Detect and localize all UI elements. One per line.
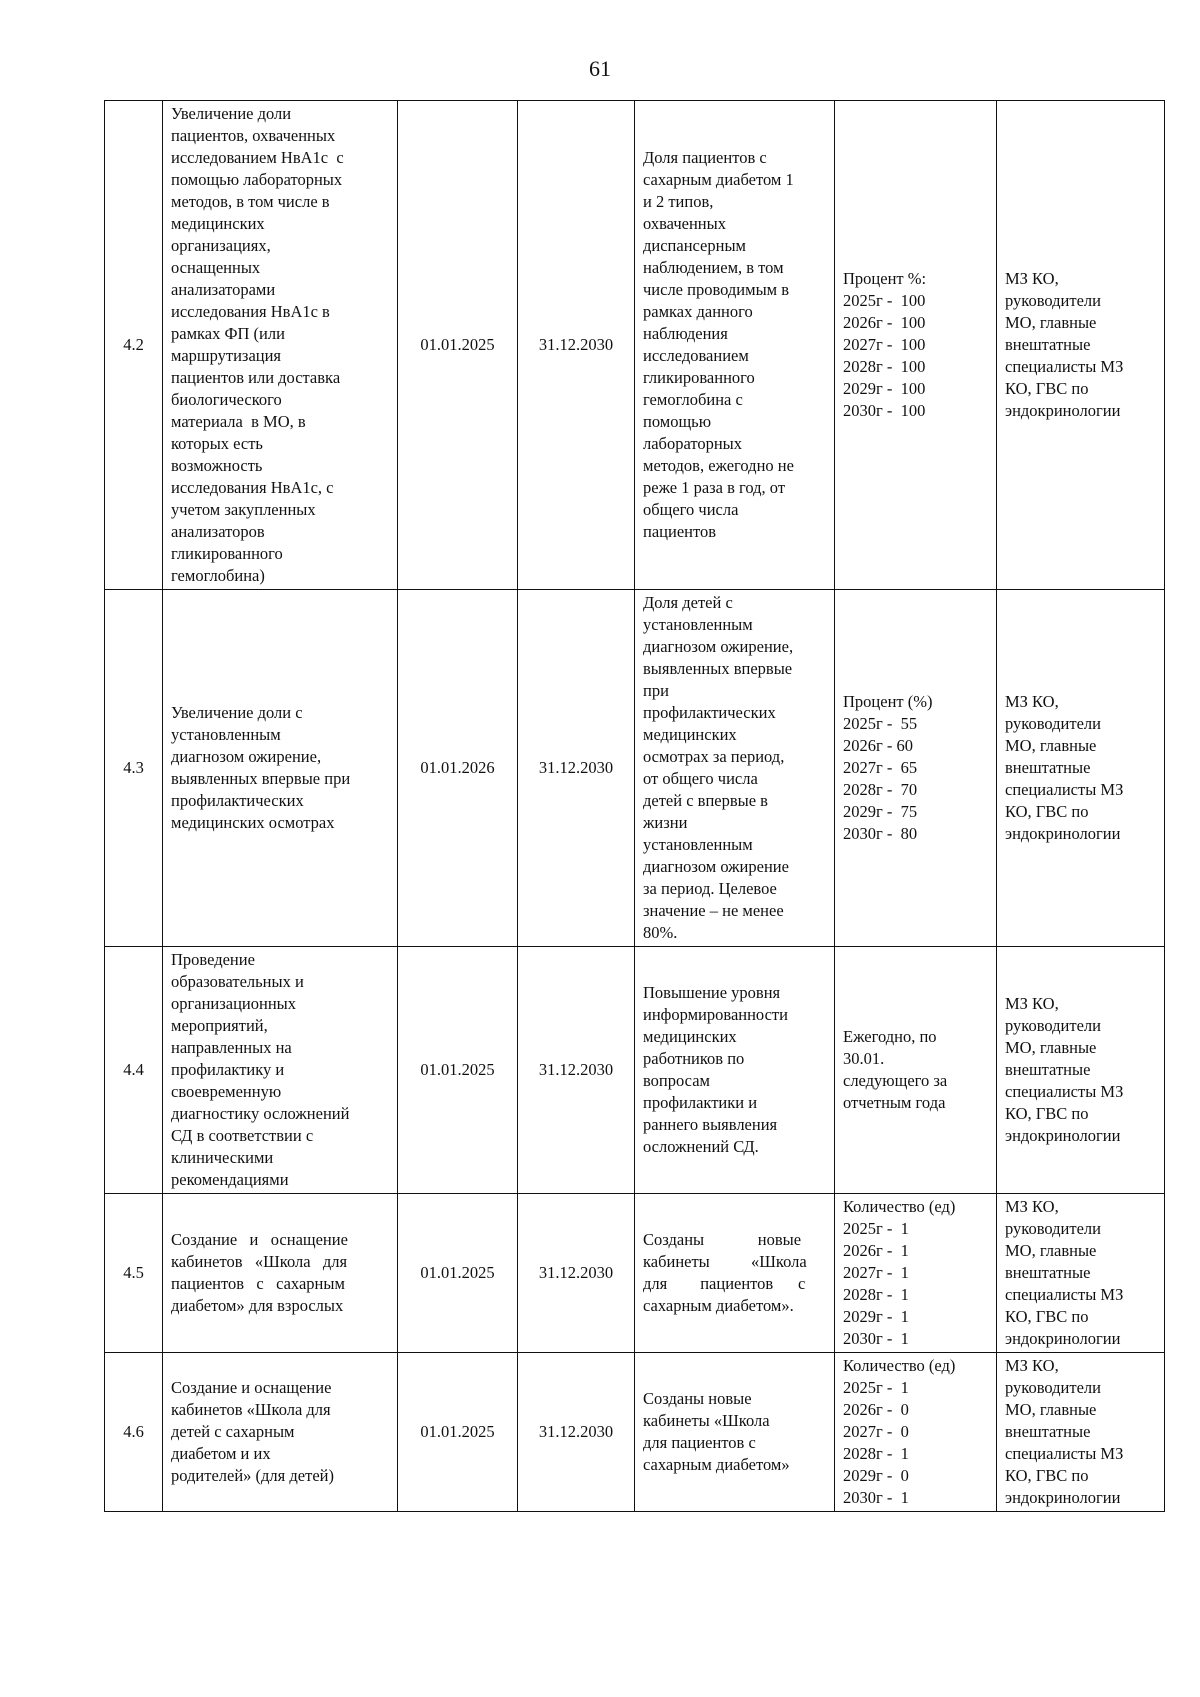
responsible-text xyxy=(1005,1196,1156,1350)
event-text-line: исследования НвА1с, с xyxy=(171,478,334,497)
result-text-line: информированности xyxy=(643,1005,788,1024)
responsible-text-line: МО, главные xyxy=(1005,1400,1097,1419)
end-date: 31.12.2030 xyxy=(518,1194,635,1353)
responsible-text-line: руководители xyxy=(1005,1016,1101,1035)
row-number: 4.6 xyxy=(105,1353,163,1512)
indicator-text xyxy=(843,1196,988,1350)
event-text-line: организационных xyxy=(171,994,296,1013)
result-text-line: методов, ежегодно не xyxy=(643,456,794,475)
responsible-text-line: МЗ КО, xyxy=(1005,269,1059,288)
indicator-text-line: 2025г - 1 xyxy=(843,1378,909,1397)
event-text-line: кабинетов «Школа для xyxy=(171,1400,331,1419)
event-text-line: кабинетов «Школа для xyxy=(171,1252,348,1271)
indicator-text-line: Количество (ед) xyxy=(843,1197,956,1216)
indicator-text-line: 2026г - 1 xyxy=(843,1241,909,1260)
event-text-line: диагностику осложнений xyxy=(171,1104,350,1123)
result-text-line: гликированного xyxy=(643,368,755,387)
indicator-text-line: 2030г - 80 xyxy=(843,824,918,843)
responsible-text-line: МЗ КО, xyxy=(1005,994,1059,1013)
result-text-line: жизни xyxy=(643,813,688,832)
responsible-text-line: КО, ГВС по xyxy=(1005,1307,1089,1326)
result-text-line: числе проводимым в xyxy=(643,280,790,299)
indicator-text-line: 2029г - 75 xyxy=(843,802,918,821)
responsible-text-line: руководители xyxy=(1005,714,1101,733)
result-text-line: детей с впервые в xyxy=(643,791,768,810)
start-date: 01.01.2026 xyxy=(398,590,518,947)
indicator-text-line: 2028г - 100 xyxy=(843,357,926,376)
event-text-line: образовательных и xyxy=(171,972,304,991)
end-date: 31.12.2030 xyxy=(518,101,635,590)
result-text-line: выявленных впервые xyxy=(643,659,793,678)
indicator-text-line: Процент %: xyxy=(843,269,927,288)
event-text-line: Создание и оснащение xyxy=(171,1230,348,1249)
event-text-line: биологического xyxy=(171,390,282,409)
responsible-text-line: специалисты МЗ xyxy=(1005,357,1124,376)
responsible-text xyxy=(1005,268,1156,422)
result-text-line: сахарным диабетом» xyxy=(643,1455,790,1474)
event-text-line: которых есть xyxy=(171,434,263,453)
event-text-line: детей с сахарным xyxy=(171,1422,295,1441)
indicator-text-line: 2030г - 100 xyxy=(843,401,926,420)
result-cell xyxy=(635,590,835,947)
result-text-line: 80%. xyxy=(643,923,678,942)
event-text-line: пациентов или доставка xyxy=(171,368,341,387)
result-text-line: работников по xyxy=(643,1049,745,1068)
event-text-line: СД в соответствии с xyxy=(171,1126,314,1145)
result-text-line: наблюдения xyxy=(643,324,728,343)
indicator-text-line: 2030г - 1 xyxy=(843,1329,909,1348)
result-text-line: общего числа xyxy=(643,500,739,519)
result-text-line: пациентов xyxy=(643,522,717,541)
responsible-cell xyxy=(997,101,1165,590)
event-text-line: возможность xyxy=(171,456,263,475)
event-text-line: Проведение xyxy=(171,950,255,969)
responsible-text-line: специалисты МЗ xyxy=(1005,1285,1124,1304)
event-text-line: Увеличение доли с xyxy=(171,703,303,722)
event-text-line: выявленных впервые при xyxy=(171,769,351,788)
event-text-line: Увеличение доли xyxy=(171,104,292,123)
start-date: 01.01.2025 xyxy=(398,101,518,590)
table-row xyxy=(105,947,1165,1194)
table-row xyxy=(105,1353,1165,1512)
result-text xyxy=(643,1229,826,1317)
result-text-line: и 2 типов, xyxy=(643,192,714,211)
result-text xyxy=(643,1388,826,1476)
result-text-line: раннего выявления xyxy=(643,1115,778,1134)
result-text-line: рамках данного xyxy=(643,302,753,321)
responsible-text-line: специалисты МЗ xyxy=(1005,1444,1124,1463)
indicator-text-line: 2029г - 0 xyxy=(843,1466,909,1485)
table-row xyxy=(105,101,1165,590)
row-number: 4.5 xyxy=(105,1194,163,1353)
result-text-line: исследованием xyxy=(643,346,749,365)
indicator-text-line: 2028г - 1 xyxy=(843,1285,909,1304)
event-text-line: рекомендациями xyxy=(171,1170,289,1189)
event-text-line: пациентов, охваченных xyxy=(171,126,336,145)
result-text-line: реже 1 раза в год, от xyxy=(643,478,786,497)
responsible-text-line: МО, главные xyxy=(1005,1038,1097,1057)
result-text-line: кабинеты «Школа xyxy=(643,1252,807,1271)
indicator-text-line: 2028г - 70 xyxy=(843,780,918,799)
event-text-line: Создание и оснащение xyxy=(171,1378,332,1397)
result-text-line: медицинских xyxy=(643,1027,737,1046)
result-text-line: гемоглобина с xyxy=(643,390,743,409)
result-text-line: сахарным диабетом 1 xyxy=(643,170,794,189)
responsible-text-line: внештатные xyxy=(1005,1422,1091,1441)
result-text-line: медицинских xyxy=(643,725,737,744)
event-cell xyxy=(163,590,398,947)
responsible-text-line: эндокринологии xyxy=(1005,1329,1121,1348)
responsible-text-line: внештатные xyxy=(1005,1263,1091,1282)
event-text-line: учетом закупленных xyxy=(171,500,316,519)
responsible-text-line: специалисты МЗ xyxy=(1005,780,1124,799)
event-text-line: диабетом и их xyxy=(171,1444,271,1463)
indicator-text-line: 2028г - 1 xyxy=(843,1444,909,1463)
responsible-text-line: КО, ГВС по xyxy=(1005,802,1089,821)
responsible-cell xyxy=(997,947,1165,1194)
result-text-line: диагнозом ожирение xyxy=(643,857,789,876)
indicator-cell xyxy=(835,590,997,947)
indicator-text-line: 2025г - 100 xyxy=(843,291,926,310)
responsible-text-line: МЗ КО, xyxy=(1005,692,1059,711)
result-text-line: Доля пациентов с xyxy=(643,148,767,167)
indicator-text-line: 2027г - 0 xyxy=(843,1422,909,1441)
event-text-line: организациях, xyxy=(171,236,271,255)
indicator-text xyxy=(843,1026,988,1114)
result-cell xyxy=(635,1194,835,1353)
responsible-text-line: КО, ГВС по xyxy=(1005,379,1089,398)
result-text-line: наблюдением, в том xyxy=(643,258,784,277)
indicator-text-line: 2029г - 1 xyxy=(843,1307,909,1326)
result-text-line: осложнений СД. xyxy=(643,1137,759,1156)
event-text-line: исследования НвА1с в xyxy=(171,302,330,321)
responsible-text-line: внештатные xyxy=(1005,758,1091,777)
responsible-cell xyxy=(997,590,1165,947)
table-row xyxy=(105,590,1165,947)
indicator-text-line: 2025г - 55 xyxy=(843,714,918,733)
end-date: 31.12.2030 xyxy=(518,1353,635,1512)
event-cell xyxy=(163,947,398,1194)
result-text xyxy=(643,982,826,1158)
indicator-text-line: 2026г - 100 xyxy=(843,313,926,332)
result-text-line: профилактических xyxy=(643,703,776,722)
event-text-line: оснащенных xyxy=(171,258,261,277)
result-text-line: Повышение уровня xyxy=(643,983,781,1002)
event-text-line: анализаторами xyxy=(171,280,276,299)
result-text-line: сахарным диабетом». xyxy=(643,1296,794,1315)
result-text-line: охваченных xyxy=(643,214,726,233)
indicator-text-line: отчетным года xyxy=(843,1093,946,1112)
result-text-line: Созданы новые xyxy=(643,1389,752,1408)
event-cell xyxy=(163,101,398,590)
result-cell xyxy=(635,1353,835,1512)
responsible-text-line: МО, главные xyxy=(1005,313,1097,332)
responsible-text-line: КО, ГВС по xyxy=(1005,1466,1089,1485)
result-text-line: Созданы новые xyxy=(643,1230,802,1249)
event-text-line: гликированного xyxy=(171,544,283,563)
indicator-text-line: 2030г - 1 xyxy=(843,1488,909,1507)
event-text-line: направленных на xyxy=(171,1038,292,1057)
result-text-line: установленным xyxy=(643,835,753,854)
result-text-line: за период. Целевое xyxy=(643,879,777,898)
responsible-text-line: КО, ГВС по xyxy=(1005,1104,1089,1123)
result-text xyxy=(643,147,826,543)
indicator-cell xyxy=(835,947,997,1194)
event-cell xyxy=(163,1194,398,1353)
responsible-text-line: МЗ КО, xyxy=(1005,1356,1059,1375)
event-text-line: методов, в том числе в xyxy=(171,192,330,211)
indicator-text-line: Количество (ед) xyxy=(843,1356,956,1375)
event-text-line: материала в МО, в xyxy=(171,412,306,431)
result-text xyxy=(643,592,826,944)
result-text-line: вопросам xyxy=(643,1071,710,1090)
result-text-line: значение – не менее xyxy=(643,901,784,920)
indicator-cell xyxy=(835,101,997,590)
start-date: 01.01.2025 xyxy=(398,1194,518,1353)
indicator-text xyxy=(843,268,988,422)
event-text-line: исследованием НвА1с с xyxy=(171,148,344,167)
page-number: 61 xyxy=(589,56,611,81)
event-text-line: профилактических xyxy=(171,791,304,810)
result-text-line: лабораторных xyxy=(643,434,743,453)
responsible-text-line: специалисты МЗ xyxy=(1005,1082,1124,1101)
responsible-text xyxy=(1005,1355,1156,1509)
indicator-cell xyxy=(835,1353,997,1512)
result-cell xyxy=(635,101,835,590)
result-text-line: диспансерным xyxy=(643,236,746,255)
indicator-text-line: 30.01. xyxy=(843,1049,885,1068)
event-text-line: маршрутизация xyxy=(171,346,282,365)
result-text-line: для пациентов с xyxy=(643,1433,756,1452)
responsible-cell xyxy=(997,1353,1165,1512)
indicator-text-line: 2027г - 100 xyxy=(843,335,926,354)
responsible-text-line: руководители xyxy=(1005,1378,1101,1397)
result-text-line: диагнозом ожирение, xyxy=(643,637,794,656)
row-number: 4.4 xyxy=(105,947,163,1194)
event-text-line: диабетом» для взрослых xyxy=(171,1296,344,1315)
row-number: 4.2 xyxy=(105,101,163,590)
end-date: 31.12.2030 xyxy=(518,590,635,947)
responsible-text-line: эндокринологии xyxy=(1005,1126,1121,1145)
indicator-text-line: 2026г - 0 xyxy=(843,1400,909,1419)
responsible-text-line: эндокринологии xyxy=(1005,1488,1121,1507)
result-text-line: для пациентов с xyxy=(643,1274,806,1293)
event-text-line: медицинских осмотрах xyxy=(171,813,335,832)
event-text-line: мероприятий, xyxy=(171,1016,268,1035)
result-text-line: помощью xyxy=(643,412,712,431)
event-text xyxy=(171,949,389,1191)
indicator-text-line: следующего за xyxy=(843,1071,948,1090)
indicator-cell xyxy=(835,1194,997,1353)
responsible-text-line: внештатные xyxy=(1005,335,1091,354)
indicator-text-line: Ежегодно, по xyxy=(843,1027,937,1046)
result-text-line: осмотрах за период, xyxy=(643,747,785,766)
end-date: 31.12.2030 xyxy=(518,947,635,1194)
event-text-line: помощью лабораторных xyxy=(171,170,343,189)
responsible-text-line: руководители xyxy=(1005,1219,1101,1238)
row-number: 4.3 xyxy=(105,590,163,947)
event-text-line: своевременную xyxy=(171,1082,282,1101)
indicator-text-line: 2027г - 1 xyxy=(843,1263,909,1282)
responsible-text-line: эндокринологии xyxy=(1005,401,1121,420)
event-text-line: пациентов с сахарным xyxy=(171,1274,345,1293)
event-text xyxy=(171,1229,389,1317)
indicator-text-line: 2027г - 65 xyxy=(843,758,918,777)
event-text-line: клиническими xyxy=(171,1148,274,1167)
responsible-text-line: эндокринологии xyxy=(1005,824,1121,843)
indicator-text-line: 2026г - 60 xyxy=(843,736,914,755)
event-text-line: рамках ФП (или xyxy=(171,324,285,343)
event-text-line: родителей» (для детей) xyxy=(171,1466,334,1485)
result-text-line: установленным xyxy=(643,615,753,634)
event-text-line: установленным xyxy=(171,725,281,744)
indicator-text-line: 2025г - 1 xyxy=(843,1219,909,1238)
table-row xyxy=(105,1194,1165,1353)
event-text-line: диагнозом ожирение, xyxy=(171,747,322,766)
responsible-text-line: МО, главные xyxy=(1005,1241,1097,1260)
responsible-text-line: внештатные xyxy=(1005,1060,1091,1079)
result-text-line: при xyxy=(643,681,669,700)
responsible-cell xyxy=(997,1194,1165,1353)
result-cell xyxy=(635,947,835,1194)
result-text-line: от общего числа xyxy=(643,769,758,788)
indicator-text-line: 2029г - 100 xyxy=(843,379,926,398)
responsible-text-line: МО, главные xyxy=(1005,736,1097,755)
result-text-line: Доля детей с xyxy=(643,593,733,612)
start-date: 01.01.2025 xyxy=(398,947,518,1194)
event-text xyxy=(171,702,389,834)
indicator-text-line: Процент (%) xyxy=(843,692,933,711)
result-text-line: кабинеты «Школа xyxy=(643,1411,770,1430)
activities-table xyxy=(104,100,1165,1512)
start-date: 01.01.2025 xyxy=(398,1353,518,1512)
responsible-text xyxy=(1005,993,1156,1147)
event-text-line: анализаторов xyxy=(171,522,265,541)
indicator-text xyxy=(843,1355,988,1509)
responsible-text-line: руководители xyxy=(1005,291,1101,310)
event-cell xyxy=(163,1353,398,1512)
event-text xyxy=(171,1377,389,1487)
event-text-line: гемоглобина) xyxy=(171,566,265,585)
event-text xyxy=(171,103,389,587)
event-text-line: медицинских xyxy=(171,214,265,233)
indicator-text xyxy=(843,691,988,845)
responsible-text xyxy=(1005,691,1156,845)
responsible-text-line: МЗ КО, xyxy=(1005,1197,1059,1216)
event-text-line: профилактику и xyxy=(171,1060,285,1079)
result-text-line: профилактики и xyxy=(643,1093,758,1112)
